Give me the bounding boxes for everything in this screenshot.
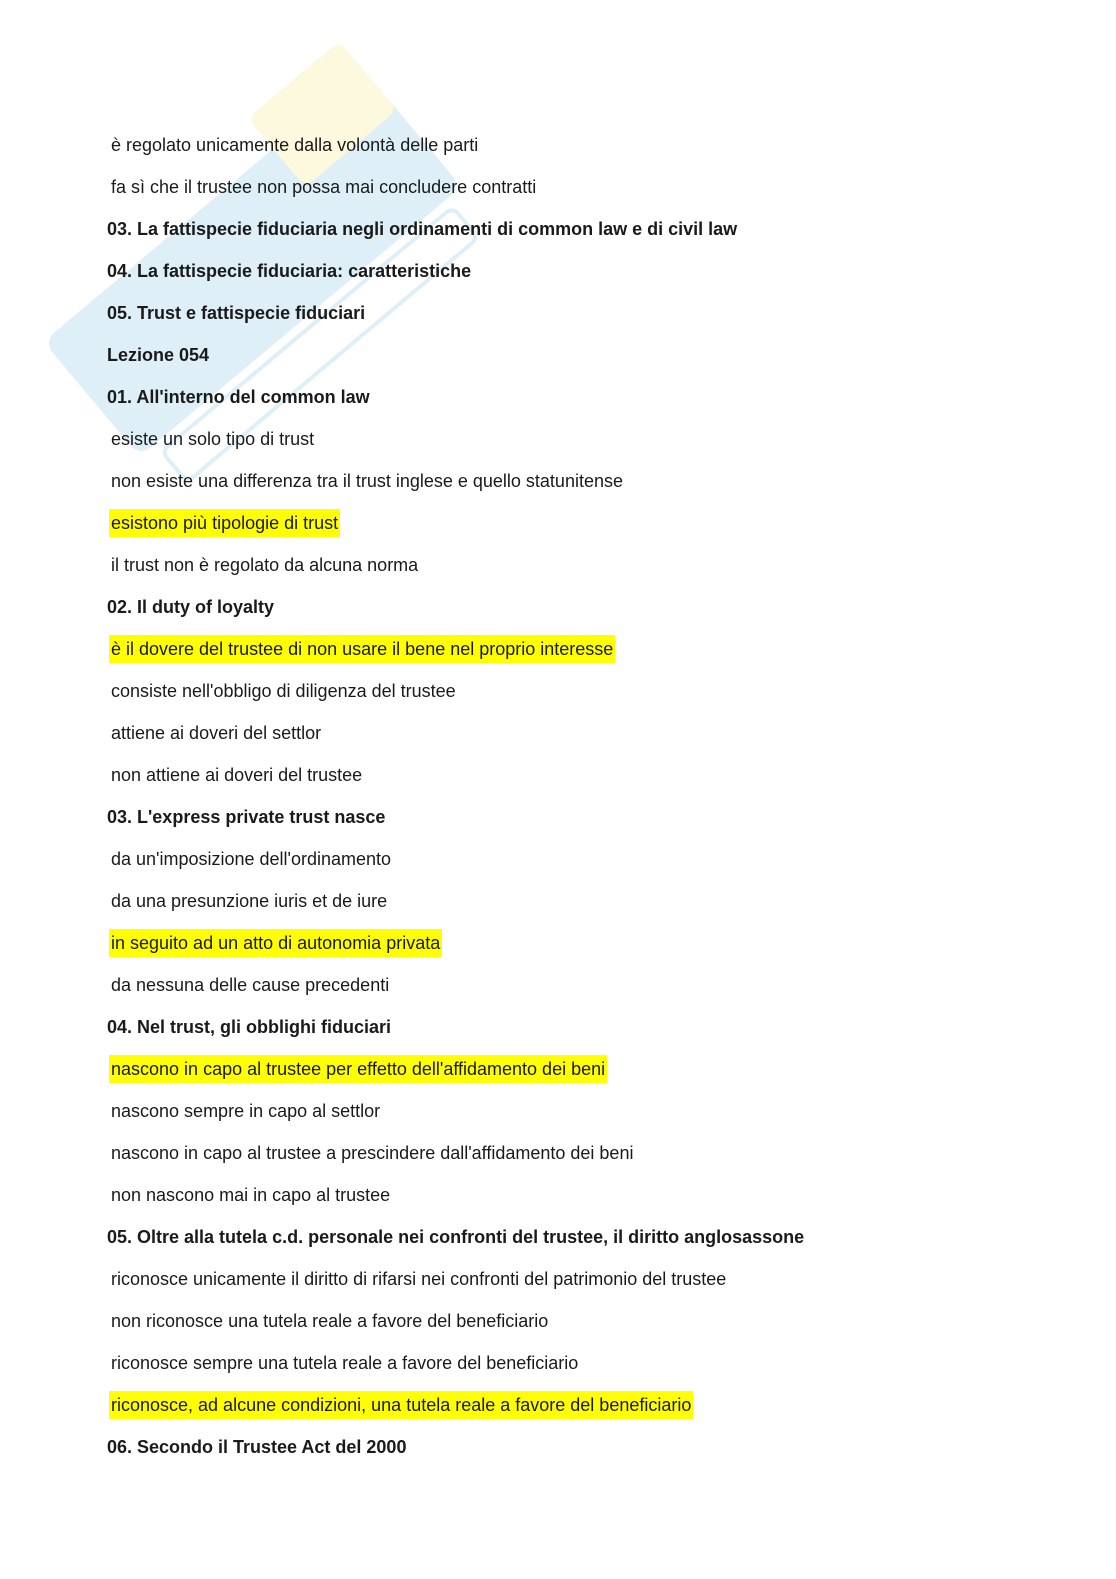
question-heading [105, 341, 1005, 383]
answer-text: esistono più tipologie di trust [109, 509, 340, 537]
answer-text: riconosce unicamente il diritto di rifarsi nei confronti del patrimonio del trustee [111, 1269, 727, 1289]
question-heading [105, 803, 1005, 845]
question-text: 02. Il duty of loyalty [107, 597, 275, 617]
answer-option [105, 467, 1005, 509]
question-heading [105, 299, 1005, 341]
answer-text: è il dovere del trustee di non usare il bene nel proprio interesse [109, 635, 615, 663]
answer-text: fa sì che il trustee non possa mai concludere contratti [111, 177, 537, 197]
question-heading [105, 1433, 1005, 1475]
answer-option [105, 173, 1005, 215]
answer-text: non attiene ai doveri del trustee [111, 765, 363, 785]
answer-option-highlighted [105, 509, 1005, 551]
answer-text: da un'imposizione dell'ordinamento [111, 849, 392, 869]
answer-text: consiste nell'obbligo di diligenza del trustee [111, 681, 456, 701]
document-body [105, 131, 1005, 1475]
question-text: Lezione 054 [107, 345, 210, 365]
question-text: 05. Oltre alla tutela c.d. personale nei confronti del trustee, il diritto anglosassone [107, 1227, 805, 1247]
answer-option [105, 1097, 1005, 1139]
answer-text: nascono in capo al trustee a prescindere dall'affidamento dei beni [111, 1143, 634, 1163]
answer-option [105, 719, 1005, 761]
question-heading [105, 215, 1005, 257]
question-heading [105, 593, 1005, 635]
answer-text: attiene ai doveri del settlor [111, 723, 322, 743]
answer-option [105, 677, 1005, 719]
question-heading [105, 1223, 1005, 1265]
answer-text: il trust non è regolato da alcuna norma [111, 555, 419, 575]
answer-option [105, 845, 1005, 887]
answer-text: non riconosce una tutela reale a favore del beneficiario [111, 1311, 549, 1331]
question-heading [105, 383, 1005, 425]
question-text: 04. La fattispecie fiduciaria: caratteristiche [107, 261, 472, 281]
answer-option-highlighted [105, 1391, 1005, 1433]
answer-option [105, 971, 1005, 1013]
answer-text: non nascono mai in capo al trustee [111, 1185, 391, 1205]
answer-option [105, 1307, 1005, 1349]
answer-text: esiste un solo tipo di trust [111, 429, 315, 449]
answer-option [105, 1349, 1005, 1391]
question-text: 03. L'express private trust nasce [107, 807, 386, 827]
answer-text: da nessuna delle cause precedenti [111, 975, 390, 995]
answer-option [105, 131, 1005, 173]
answer-option [105, 425, 1005, 467]
answer-text: nascono sempre in capo al settlor [111, 1101, 381, 1121]
question-text: 03. La fattispecie fiduciaria negli ordinamenti di common law e di civil law [107, 219, 738, 239]
answer-option-highlighted [105, 929, 1005, 971]
answer-option [105, 1265, 1005, 1307]
answer-text: riconosce sempre una tutela reale a favore del beneficiario [111, 1353, 579, 1373]
question-text: 06. Secondo il Trustee Act del 2000 [107, 1437, 407, 1457]
answer-text: è regolato unicamente dalla volontà delle parti [111, 135, 479, 155]
answer-option [105, 1181, 1005, 1223]
question-heading [105, 1013, 1005, 1055]
answer-option [105, 551, 1005, 593]
answer-option [105, 761, 1005, 803]
answer-option [105, 887, 1005, 929]
answer-option-highlighted [105, 635, 1005, 677]
question-text: 04. Nel trust, gli obblighi fiduciari [107, 1017, 392, 1037]
question-text: 01. All'interno del common law [107, 387, 370, 407]
answer-text: non esiste una differenza tra il trust inglese e quello statunitense [111, 471, 623, 491]
question-heading [105, 257, 1005, 299]
answer-option-highlighted [105, 1055, 1005, 1097]
answer-text: nascono in capo al trustee per effetto dell'affidamento dei beni [109, 1055, 607, 1083]
answer-text: riconosce, ad alcune condizioni, una tutela reale a favore del beneficiario [109, 1391, 693, 1419]
answer-option [105, 1139, 1005, 1181]
answer-text: da una presunzione iuris et de iure [111, 891, 388, 911]
question-text: 05. Trust e fattispecie fiduciari [107, 303, 366, 323]
answer-text: in seguito ad un atto di autonomia privata [109, 929, 442, 957]
